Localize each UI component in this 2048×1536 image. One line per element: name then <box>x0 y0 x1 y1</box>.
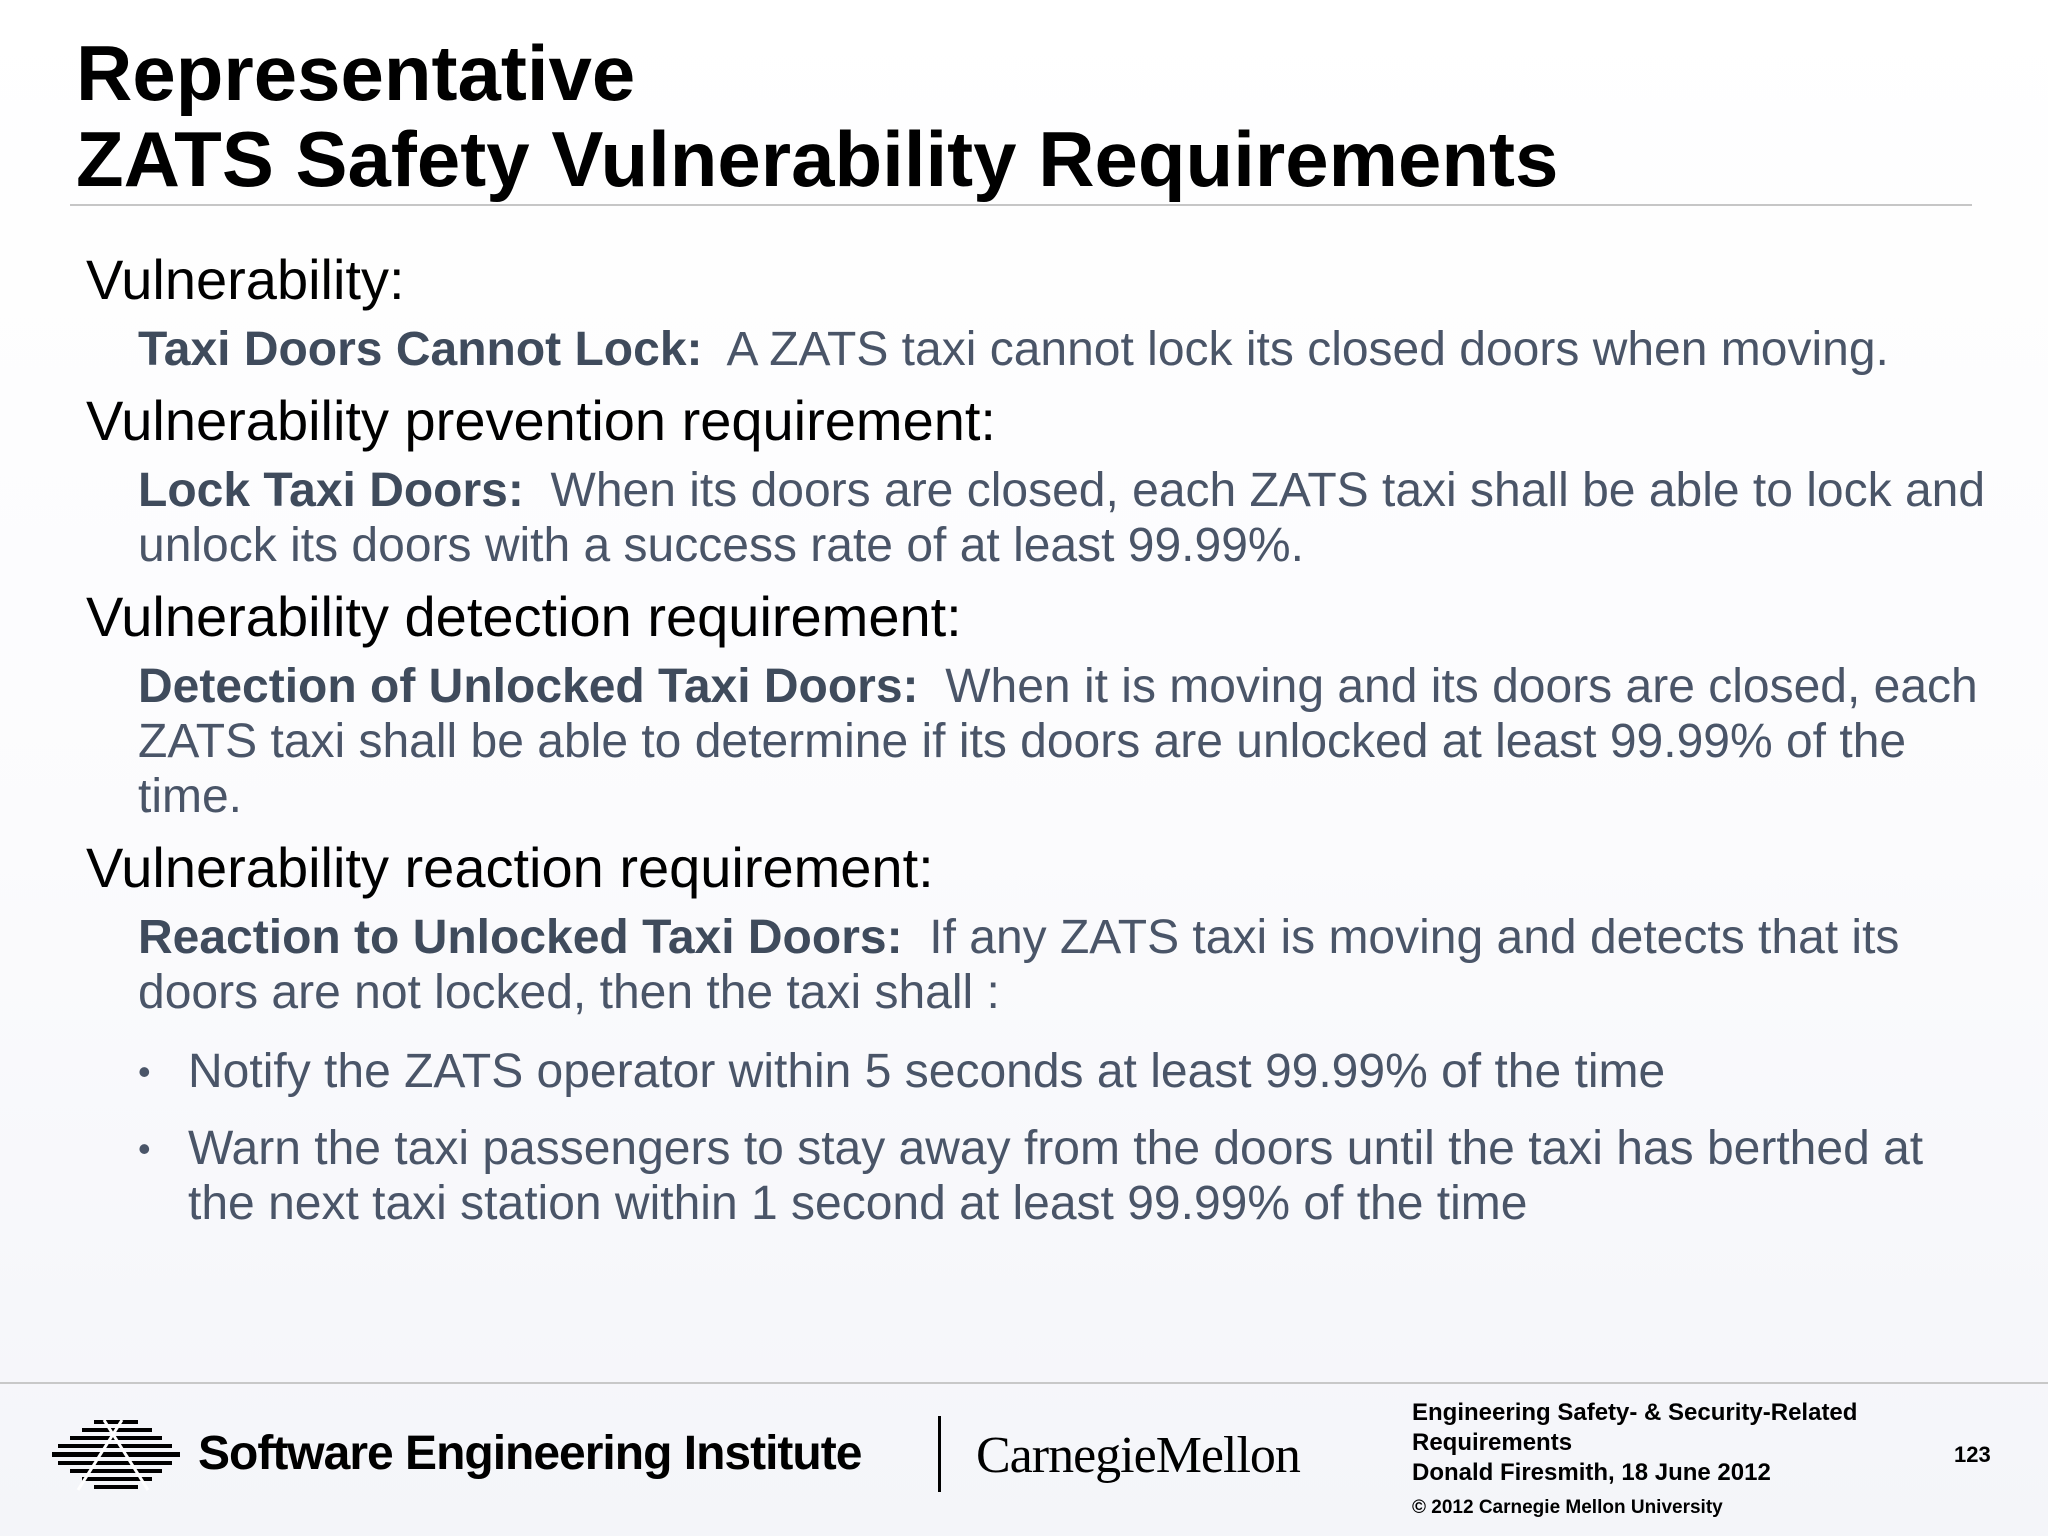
reaction-bullet-list <box>138 1044 1988 1231</box>
list-item-text: Warn the taxi passengers to stay away from the doors until the taxi has berthed at the next taxi station within 1 second at least 99.99% of the time <box>188 1122 1924 1230</box>
detection-heading: Vulnerability detection requirement: <box>86 585 962 648</box>
detection-requirement <box>138 659 1988 824</box>
footer-info <box>1412 1398 1932 1488</box>
footer-course-line-2: Requirements <box>1412 1429 1573 1456</box>
prevention-requirement <box>138 463 1988 573</box>
footer-course-line-1: Engineering Safety- & Security-Related <box>1412 1399 1858 1426</box>
logo-divider <box>938 1416 941 1492</box>
slide-title-line-2: ZATS Safety Vulnerability Requirements <box>76 115 1559 203</box>
reaction-heading: Vulnerability reaction requirement: <box>86 836 934 899</box>
footer-author-date: Donald Firesmith, 18 June 2012 <box>1412 1459 1771 1486</box>
reaction-requirement <box>138 910 1988 1020</box>
detection-requirement-text: When it is moving and its doors are closed, each ZATS taxi shall be able to determine if its doors are unlocked at least 99.99% of the time. <box>138 660 1978 823</box>
footer-divider <box>0 1382 2048 1384</box>
slide-title-line-1: Representative <box>76 29 636 117</box>
sei-striped-logo-icon <box>52 1418 180 1492</box>
bullet-dot-icon: • <box>138 1051 151 1092</box>
list-item <box>138 1121 1988 1231</box>
list-item-text: Notify the ZATS operator within 5 seconds at least 99.99% of the time <box>188 1045 1666 1098</box>
vulnerability-heading: Vulnerability: <box>86 248 405 311</box>
vulnerability-requirement <box>138 322 1988 377</box>
prevention-heading: Vulnerability prevention requirement: <box>86 389 996 452</box>
detection-requirement-name: Detection of Unlocked Taxi Doors: <box>138 660 919 713</box>
slide-content <box>86 248 1986 1253</box>
slide-title <box>76 30 1558 202</box>
bullet-dot-icon: • <box>138 1128 151 1169</box>
prevention-requirement-text: When its doors are closed, each ZATS taxi shall be able to lock and unlock its doors with a success rate of at least 99.99%. <box>138 464 1986 572</box>
sei-wordmark: Software Engineering Institute <box>198 1427 862 1480</box>
reaction-requirement-text: If any ZATS taxi is moving and detects that its doors are not locked, then the taxi shall : <box>138 911 1900 1019</box>
reaction-requirement-name: Reaction to Unlocked Taxi Doors: <box>138 911 903 964</box>
cmu-wordmark: CarnegieMellon <box>976 1427 1300 1484</box>
title-divider <box>70 204 1972 206</box>
page-number: 123 <box>1954 1442 1991 1467</box>
vulnerability-requirement-text: A ZATS taxi cannot lock its closed doors when moving. <box>726 323 1889 376</box>
prevention-requirement-name: Lock Taxi Doors: <box>138 464 524 517</box>
footer-copyright: © 2012 Carnegie Mellon University <box>1412 1497 1723 1518</box>
vulnerability-requirement-name: Taxi Doors Cannot Lock: <box>138 323 703 376</box>
list-item <box>138 1044 1988 1099</box>
